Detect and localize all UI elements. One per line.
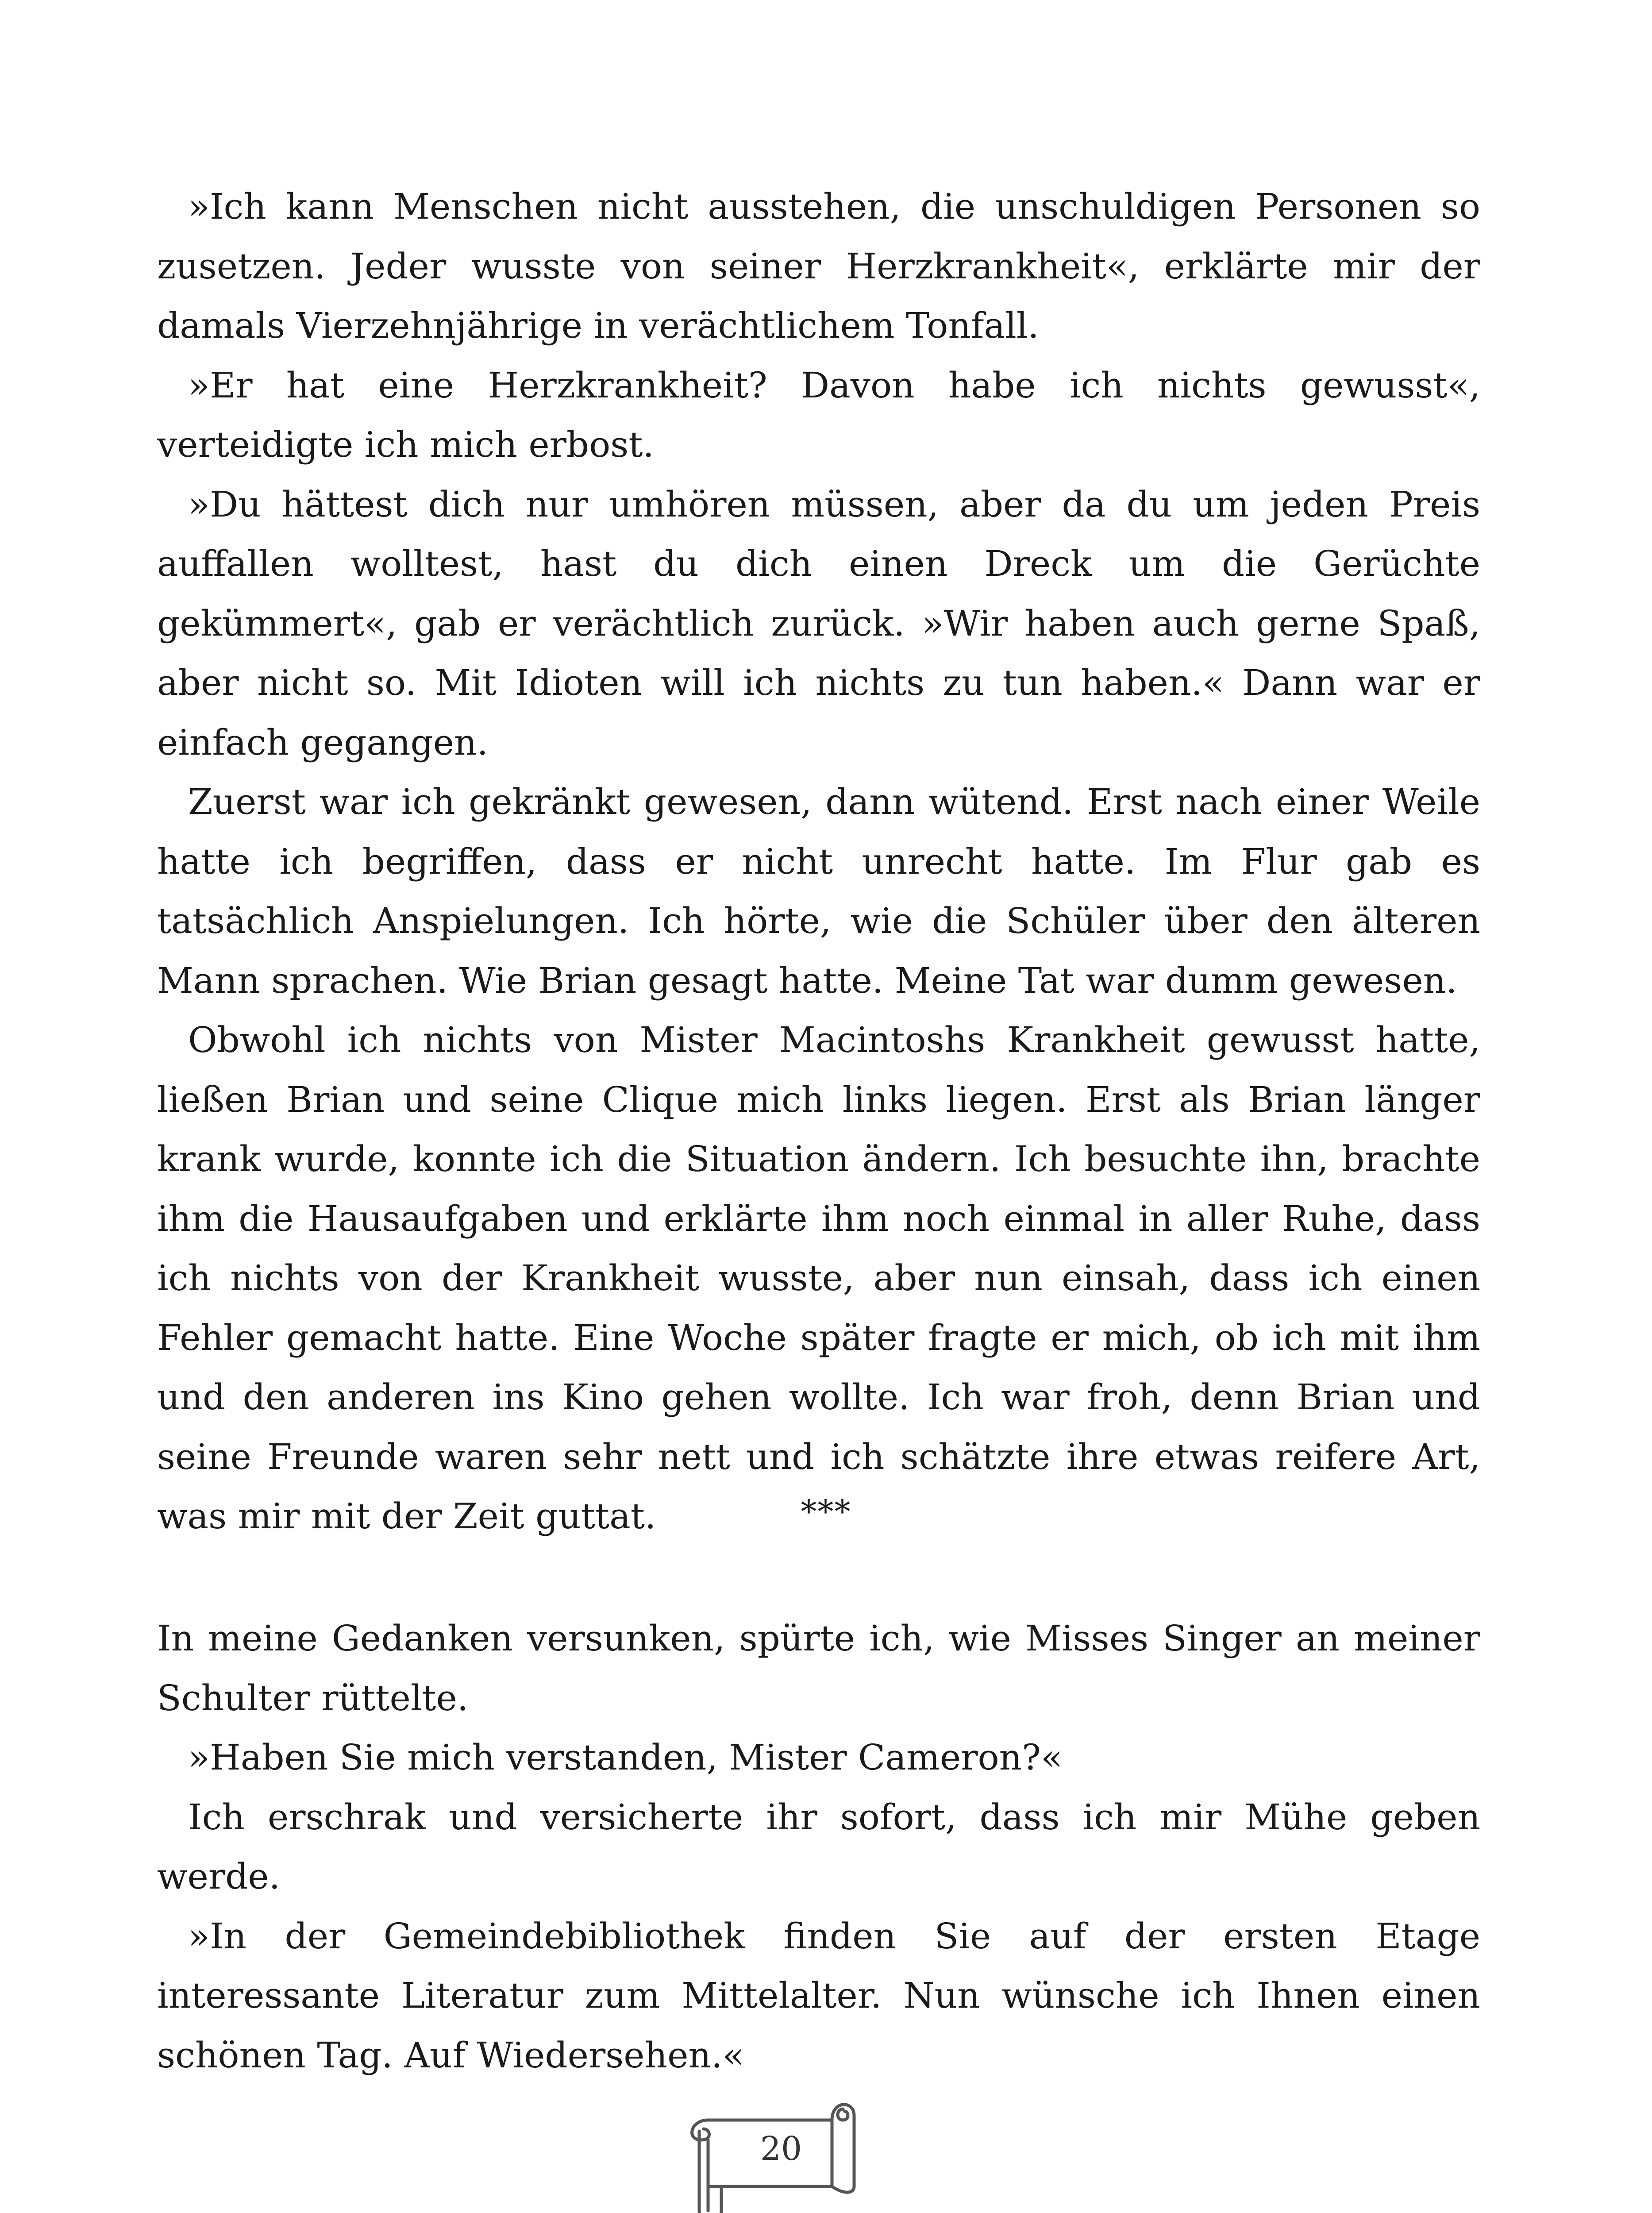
paragraph: »In der Gemeindebibliothek finden Sie auf der ersten Etage interessante Literatur zum Mittelalter. Nun wünsche ich Ihnen einen schönen Tag. Auf Wiedersehen.« (157, 1915, 1480, 2076)
paragraph: In meine Gedanken versunken, spürte ich, wie Misses Singer an meiner Schulter rüttelte. (157, 1618, 1480, 1719)
paragraph: »Ich kann Menschen nicht ausstehen, die unschuldigen Personen so zusetzen. Jeder wusste von seiner Herzkrankheit«, erklärte mir der damals Vierzehnjährige in verächtlichem Tonfall. (157, 186, 1480, 346)
paragraph: Obwohl ich nichts von Mister Macintoshs Krankheit gewusst hatte, ließen Brian und seine Clique mich links liegen. Erst als Brian länger krank wurde, konnte ich die Situation ändern. Ich besuchte ihn, brachte ihm die Hausaufgaben und erklärte ihm noch einmal in aller Ruhe, dass ich nichts von der Krankheit wusste, aber nun einsah, dass ich einen Fehler gemacht hatte. Eine Woche später fragte er mich, ob ich mit ihm und den anderen ins Kino gehen wollte. Ich war froh, denn Brian und seine Freunde waren sehr nett und ich schätzte ihre etwas reifere Art, was mir mit der Zeit guttat. (157, 1019, 1480, 1537)
page-number: 20 (760, 2130, 802, 2168)
paragraph: Ich erschrak und versicherte ihr sofort, dass ich mir Mühe geben werde. (157, 1796, 1480, 1897)
paragraph: »Du hättest dich nur umhören müssen, aber da du um jeden Preis auffallen wolltest, hast du dich einen Dreck um die Gerüchte gekümmert«, gab er verächtlich zurück. »Wir haben auch gerne Spaß, aber nicht so. Mit Idioten will ich nichts zu tun haben.« Dann war er einfach gegangen. (157, 483, 1480, 763)
text-after-break (157, 1609, 1480, 2085)
paragraph: »Er hat eine Herzkrankheit? Davon habe ich nichts gewusst«, verteidigte ich mich erbost. (157, 364, 1480, 465)
paragraph: Zuerst war ich gekränkt gewesen, dann wütend. Erst nach einer Weile hatte ich begriffen, dass er nicht unrecht hatte. Im Flur gab es tatsächlich Anspielungen. Ich hörte, wie die Schüler über den älteren Mann sprachen. Wie Brian gesagt hatte. Meine Tat war dumm gewesen. (157, 781, 1480, 1001)
paragraph: »Haben Sie mich verstanden, Mister Cameron?« (188, 1737, 1063, 1778)
text-before-break (157, 177, 1480, 1546)
scene-break: *** (801, 1493, 851, 1530)
